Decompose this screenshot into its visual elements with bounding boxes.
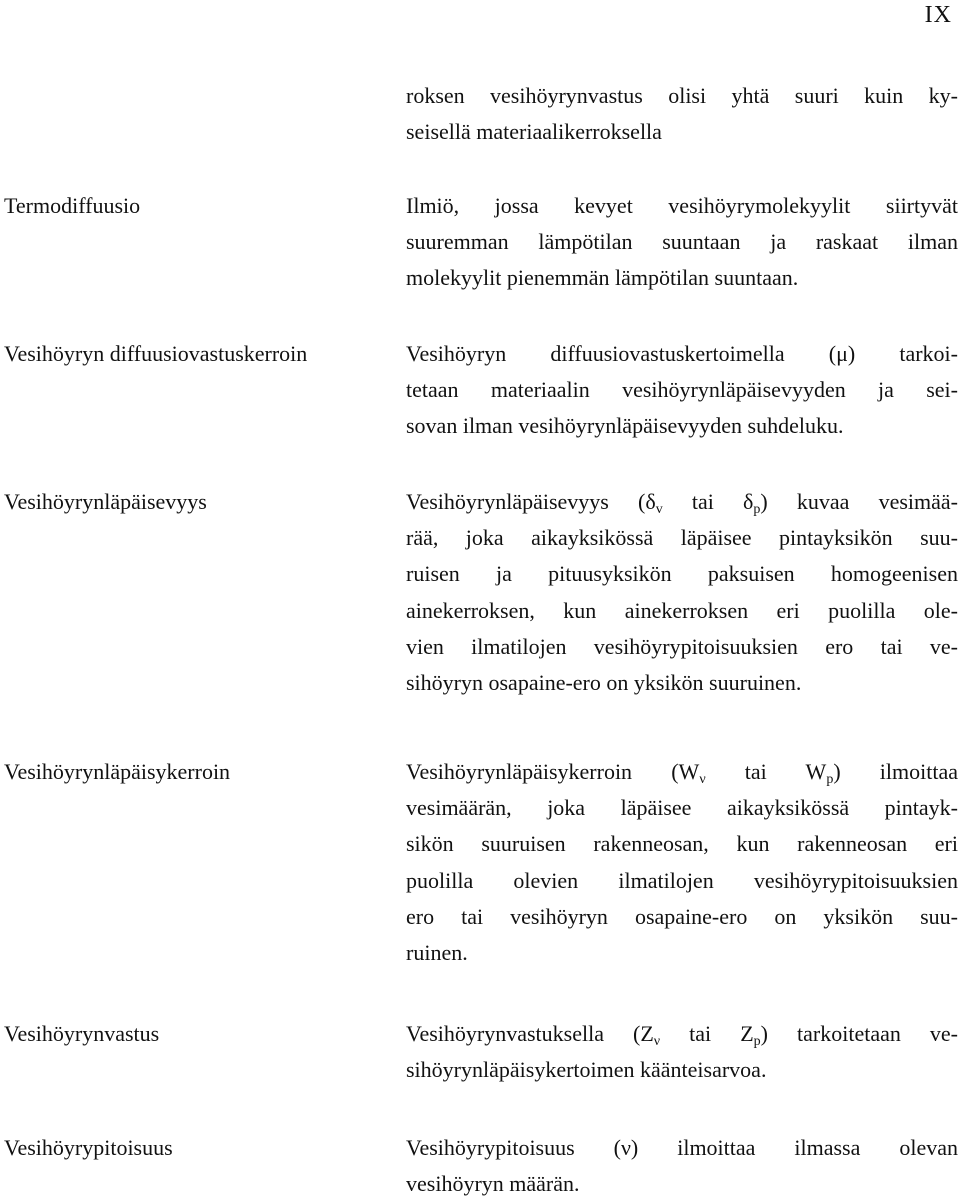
- text-line: vesimäärän, joka läpäisee aikayksikössä pintayk-: [406, 795, 958, 821]
- definition-vesihoyrypitoisuus: [406, 1130, 958, 1202]
- text-line: Vesihöyrynläpäisykerroin ($W_\nu$ tai $W_p$) ilmoittaa: [406, 759, 959, 787]
- text-line: seisellä materiaalikerroksella: [406, 119, 662, 145]
- text-line: sihöyrynläpäisykertoimen käänteisarvoa.: [406, 1057, 767, 1083]
- text-line: Vesihöyrypitoisuus (ν) ilmoittaa ilmassa olevan: [406, 1135, 958, 1160]
- definition-lapaisykerroin: [406, 754, 958, 971]
- text-line: sikön suuruisen rakenneosan, kun rakenneosan eri: [406, 831, 958, 857]
- term-termodiffuusio: Termodiffuusio: [4, 193, 141, 218]
- term-lapaisykerroin: Vesihöyrynläpäisykerroin: [4, 759, 231, 784]
- page-number: IX: [924, 2, 952, 28]
- text-line: vesihöyryn määrän.: [406, 1171, 580, 1197]
- text-line: ruinen.: [406, 939, 468, 965]
- text-line: roksen vesihöyrynvastus olisi yhtä suuri kuin ky-: [406, 83, 958, 108]
- text-line: ruisen ja pituusyksikön paksuisen homogeenisen: [406, 561, 958, 587]
- text-line: vien ilmatilojen vesihöyrypitoisuuksien ero tai ve-: [406, 633, 958, 659]
- continuation-paragraph: [406, 78, 958, 150]
- term-vesihoyrynvastus: Vesihöyrynvastus: [4, 1021, 160, 1046]
- text-line: Vesihöyryn diffuusiovastuskertoimella (μ) tarkoi-: [406, 341, 958, 366]
- text-line: suuremman lämpötilan suuntaan ja raskaat ilman: [406, 229, 958, 255]
- text-line: sovan ilman vesihöyrynläpäisevyyden suhdeluku.: [406, 413, 844, 439]
- text-line: Ilmiö, jossa kevyet vesihöyrymolekyylit siirtyvät: [406, 193, 958, 218]
- text-line: tetaan materiaalin vesihöyrynläpäisevyyden ja sei-: [406, 377, 958, 403]
- definition-diffuusiovastuskerroin: [406, 336, 958, 445]
- definition-lapaisevyys: [406, 484, 958, 701]
- term-vesihoyrypitoisuus: Vesihöyrypitoisuus: [4, 1135, 173, 1160]
- text-line: molekyylit pienemmän lämpötilan suuntaan.: [406, 265, 799, 291]
- definition-termodiffuusio: [406, 188, 958, 297]
- text-line: ainekerroksen, kun ainekerroksen eri puolilla ole-: [406, 597, 958, 623]
- text-line: Vesihöyrynvastuksella ($Z_\nu$ tai $Z_p$) tarkoitetaan ve-: [406, 1021, 958, 1049]
- definition-vesihoyrynvastus: [406, 1016, 958, 1088]
- text-line: puolilla olevien ilmatilojen vesihöyrypitoisuuksien: [406, 867, 958, 893]
- text-line: sihöyryn osapaine-ero on yksikön suuruinen.: [406, 669, 802, 695]
- text-line: Vesihöyrynläpäisevyys ($\delta_v$ tai $\delta_p$) kuvaa vesimää-: [406, 489, 958, 517]
- text-line: rää, joka aikayksikössä läpäisee pintayksikön suu-: [406, 525, 958, 551]
- text-line: ero tai vesihöyryn osapaine-ero on yksikön suu-: [406, 903, 958, 929]
- term-diffuusiovastuskerroin: Vesihöyryn diffuusiovastuskerroin: [4, 341, 308, 366]
- term-lapaisevyys: Vesihöyrynläpäisevyys: [4, 489, 207, 514]
